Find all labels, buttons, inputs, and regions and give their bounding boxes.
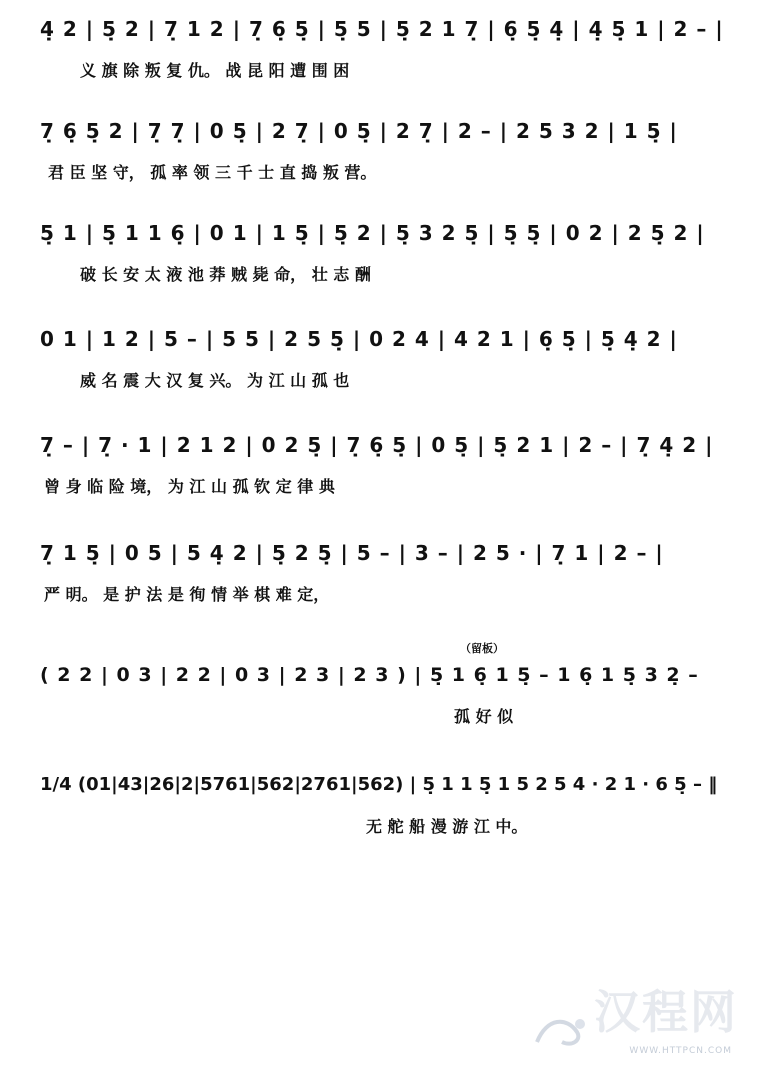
lyric-line: 破 长 安 太 液 池 莽 贼 毙 命， 壮 志 酬 xyxy=(80,265,371,284)
lyric-line: 君 臣 坚 守， 孤 率 领 三 千 士 直 捣 叛 营。 xyxy=(48,163,377,182)
notation-line: 0 1 | 1 2 | 5 – | 5 5 | 2 5 5̣ | 0 2 4 | 4 2 1 | 6̣ 5̣ | 5̣ 4̣ 2 | xyxy=(40,327,678,351)
notation-line: 7̣ – | 7̣ · 1 | 2 1 2 | 0 2 5̣ | 7̣ 6̣ 5̣ | 0 5̣ | 5̣ 2 1 | 2 – | 7̣ 4̣ 2 | xyxy=(40,433,714,457)
tempo-annotation: （留板） xyxy=(460,642,504,655)
watermark-url: WWW.HTTPCN.COM xyxy=(629,1046,732,1056)
notation-line: 7̣ 1 5̣ | 0 5 | 5 4̣ 2 | 5̣ 2 5̣ | 5 – | 3 – | 2 5 · | 7̣ 1 | 2 – | xyxy=(40,541,664,565)
watermark-brand: 汉程网 xyxy=(594,985,738,1039)
notation-line: 5̣ 1 | 5̣ 1 1 6̣ | 0 1 | 1 5̣ | 5̣ 2 | 5̣ 3 2 5̣ | 5̣ 5̣ | 0 2 | 2 5̣ 2 | xyxy=(40,221,705,245)
notation-line: 4̣ 2 | 5̣ 2 | 7̣ 1 2 | 7̣ 6̣ 5̣ | 5̣ 5 | 5̣ 2 1 7̣ | 6̣ 5̣ 4̣ | 4̣ 5̣ 1 | 2 – | xyxy=(40,17,724,41)
notation-line: 1/4 (01|43|26|2|5761|562|2761|562) | 5̣ 1 1 5̣ 1 5 2 5 4 · 2 1 · 6 5̣ – ‖ xyxy=(40,774,718,795)
logo-icon xyxy=(532,1012,592,1052)
lyric-line: 曾 身 临 险 境， 为 江 山 孤 钦 定 律 典 xyxy=(44,477,335,496)
lyric-line: 孤 好 似 xyxy=(454,707,514,726)
lyric-line: 义 旗 除 叛 复 仇。 战 昆 阳 遭 围 困 xyxy=(80,61,350,80)
notation-line: ( 2 2 | 0 3 | 2 2 | 0 3 | 2 3 | 2 3 ) | 5̣ 1 6̣ 1 5̣ – 1 6̣ 1 5̣ 3 2̣ – xyxy=(40,664,699,686)
notation-line: 7̣ 6̣ 5̣ 2 | 7̣ 7̣ | 0 5̣ | 2 7̣ | 0 5̣ | 2 7̣ | 2 – | 2 5 3 2 | 1 5̣ | xyxy=(40,119,678,143)
lyric-line: 威 名 震 大 汉 复 兴。 为 江 山 孤 也 xyxy=(80,371,350,390)
lyric-line: 无 舵 船 漫 游 江 中。 xyxy=(366,817,528,836)
lyric-line: 严 明。 是 护 法 是 徇 情 举 棋 难 定， xyxy=(44,585,330,604)
